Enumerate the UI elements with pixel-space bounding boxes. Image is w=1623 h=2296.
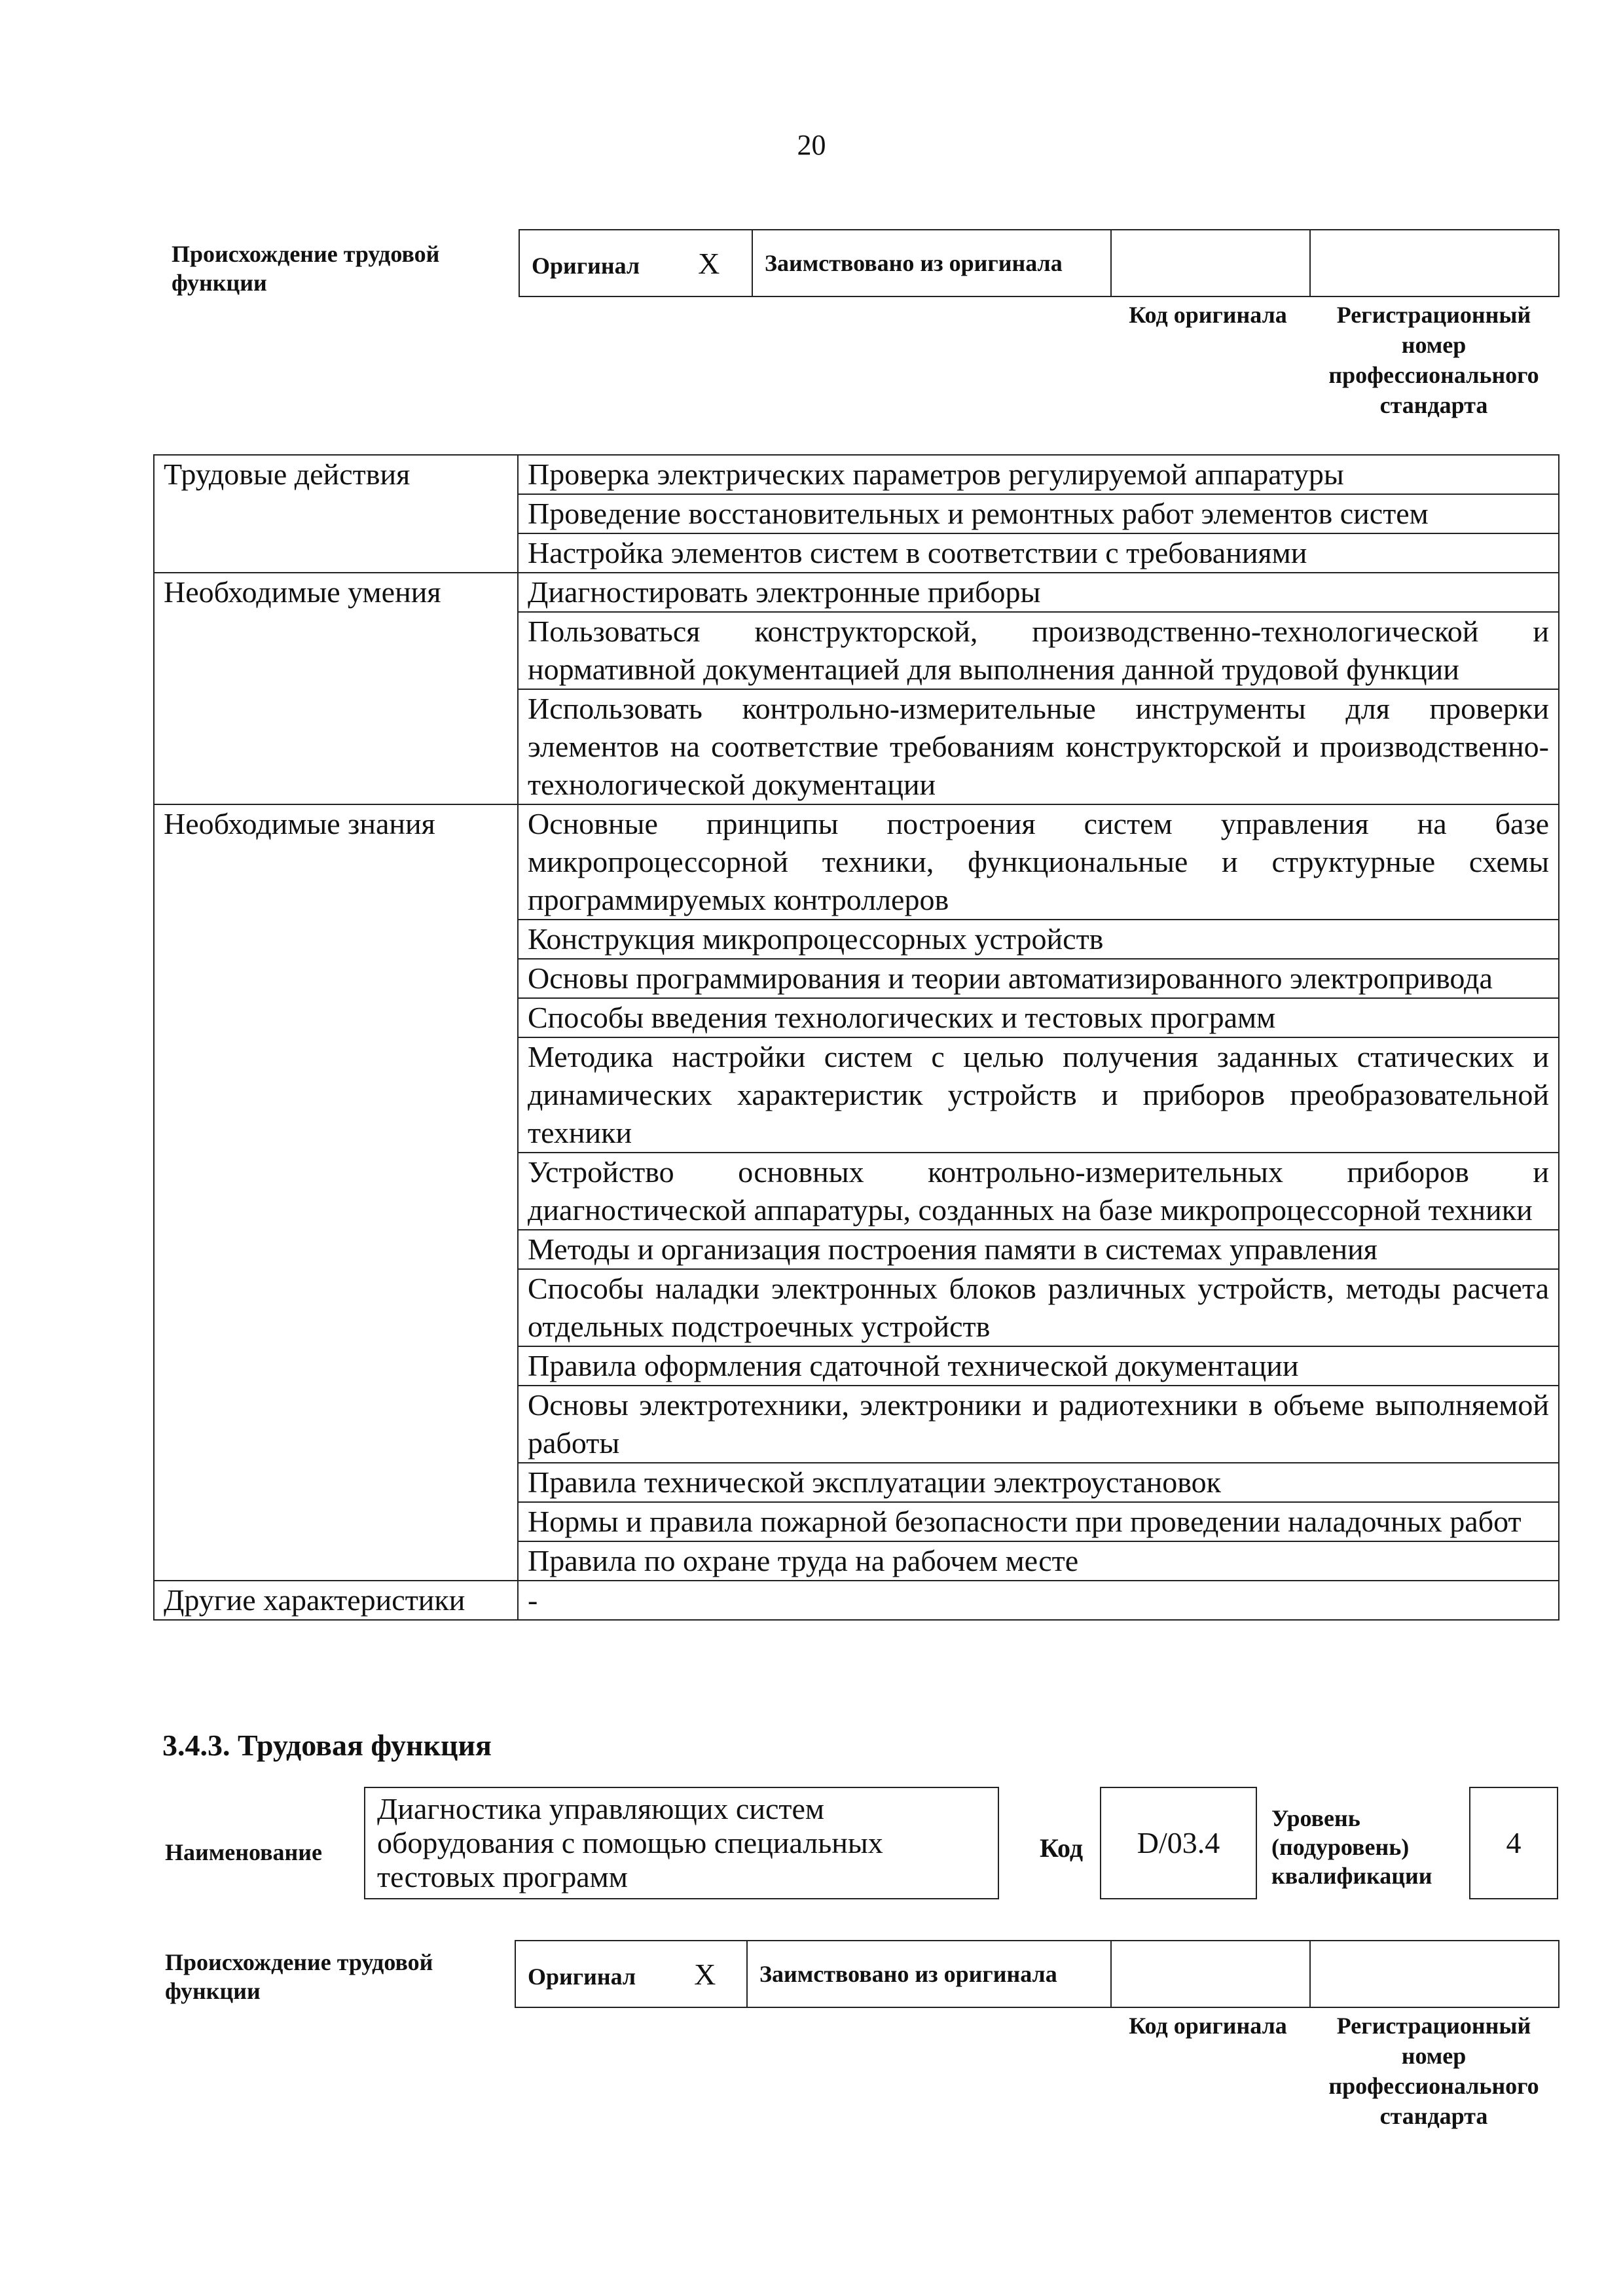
table-row [154,1581,1559,1620]
original-label-2: Оригинал [528,1963,636,1990]
row-value: Настройка элементов систем в соответствии с требованиями [518,533,1559,573]
row-value: Устройство основных контрольно-измерительных приборов и диагностической аппаратуры, созданных на базе микропроцессорной техники [518,1153,1559,1230]
row-value: Основы электротехники, электроники и радиотехники в объеме выполняемой работы [518,1386,1559,1463]
row-category [154,1463,518,1502]
original-code-cell-2 [1111,1941,1310,2007]
registration-number-cell [1310,230,1559,296]
row-value: Использовать контрольно-измерительные инструменты для проверки элементов на соответствие требованиям конструкторской и производственно-технологической документации [518,689,1559,804]
row-category [154,494,518,533]
row-value: Пользоваться конструкторской, производственно-технологической и нормативной документацией для выполнения данной трудовой функции [518,612,1559,689]
section-title: 3.4.3. Трудовая функция [162,1729,492,1762]
row-category [154,1037,518,1153]
row-value: Конструкция микропроцессорных устройств [518,920,1559,959]
x-mark-2: X [694,1957,716,1991]
row-value: Методы и организация построения памяти в системах управления [518,1230,1559,1269]
row-value: Основы программирования и теории автоматизированного электропривода [518,959,1559,998]
original-cell-2 [515,1941,747,2007]
page-number: 20 [797,129,826,161]
row-value: Методика настройки систем с целью получения заданных статических и динамических характеристик устройств и приборов преобразовательной техники [518,1037,1559,1153]
original-code-cell [1111,230,1310,296]
registration-caption: Регистрационный номер профессионального стандарта [1328,302,1539,418]
code-caption: Код оригинала [1129,302,1287,328]
table-row [154,998,1559,1037]
row-category [154,1153,518,1230]
code-label: Код [1040,1833,1084,1863]
origin-table [519,229,1559,297]
original-cell [519,230,752,296]
table-row [154,959,1559,998]
row-value: Основные принципы построения систем управления на базе микропроцессорной техники, функциональные и структурные схемы программируемых контроллеров [518,804,1559,920]
table-row [154,689,1559,804]
row-category [154,533,518,573]
origin-label-2: Происхождение трудовой функции [165,1949,433,2004]
row-category [154,689,518,804]
row-category [154,1386,518,1463]
table-row [154,1346,1559,1386]
row-value: Правила оформления сдаточной технической документации [518,1346,1559,1386]
table-row [154,573,1559,612]
row-category [154,959,518,998]
origin-label: Происхождение трудовой функции [172,241,440,296]
level-label: Уровень (подуровень) квалификации [1271,1805,1432,1889]
table-row [154,455,1559,494]
registration-number-cell-2 [1310,1941,1559,2007]
table-row [154,1463,1559,1502]
borrowed-cell: Заимствовано из оригинала [752,230,1111,296]
x-mark: X [698,246,720,280]
row-value: Диагностировать электронные приборы [518,573,1559,612]
table-row [154,920,1559,959]
labor-function-table [153,454,1559,1621]
table-row [154,1502,1559,1541]
table-row [154,1269,1559,1346]
row-category [154,1346,518,1386]
table-row [154,612,1559,689]
borrowed-cell-2: Заимствовано из оригинала [747,1941,1111,2007]
row-category [154,1541,518,1581]
row-value: Нормы и правила пожарной безопасности при проведении наладочных работ [518,1502,1559,1541]
registration-caption-2: Регистрационный номер профессионального стандарта [1328,2013,1539,2129]
row-category [154,612,518,689]
table-row [154,1230,1559,1269]
row-value: Правила технической эксплуатации электроустановок [518,1463,1559,1502]
row-category [154,998,518,1037]
row-category: Другие характеристики [154,1581,518,1620]
row-value: - [518,1581,1559,1620]
row-value: Правила по охране труда на рабочем месте [518,1541,1559,1581]
name-label: Наименование [165,1839,322,1865]
row-category: Необходимые знания [154,804,518,920]
qualification-level: 4 [1469,1787,1558,1899]
table-row [154,494,1559,533]
table-row [154,533,1559,573]
row-category [154,1269,518,1346]
row-category [154,1502,518,1541]
original-label: Оригинал [532,252,640,279]
row-value: Проведение восстановительных и ремонтных работ элементов систем [518,494,1559,533]
table-row [154,1153,1559,1230]
row-category: Необходимые умения [154,573,518,612]
table-row [154,1541,1559,1581]
origin-table-2 [515,1940,1559,2008]
row-category [154,1230,518,1269]
row-value: Способы введения технологических и тестовых программ [518,998,1559,1037]
row-value: Способы наладки электронных блоков различных устройств, методы расчета отдельных подстроечных устройств [518,1269,1559,1346]
row-category: Трудовые действия [154,455,518,494]
row-value: Проверка электрических параметров регулируемой аппаратуры [518,455,1559,494]
function-code: D/03.4 [1100,1787,1257,1899]
table-row [154,804,1559,920]
table-row [154,1037,1559,1153]
function-name: Диагностика управляющих систем оборудования с помощью специальных тестовых программ [364,1787,999,1899]
table-row [154,1386,1559,1463]
row-category [154,920,518,959]
code-caption-2: Код оригинала [1129,2013,1287,2039]
